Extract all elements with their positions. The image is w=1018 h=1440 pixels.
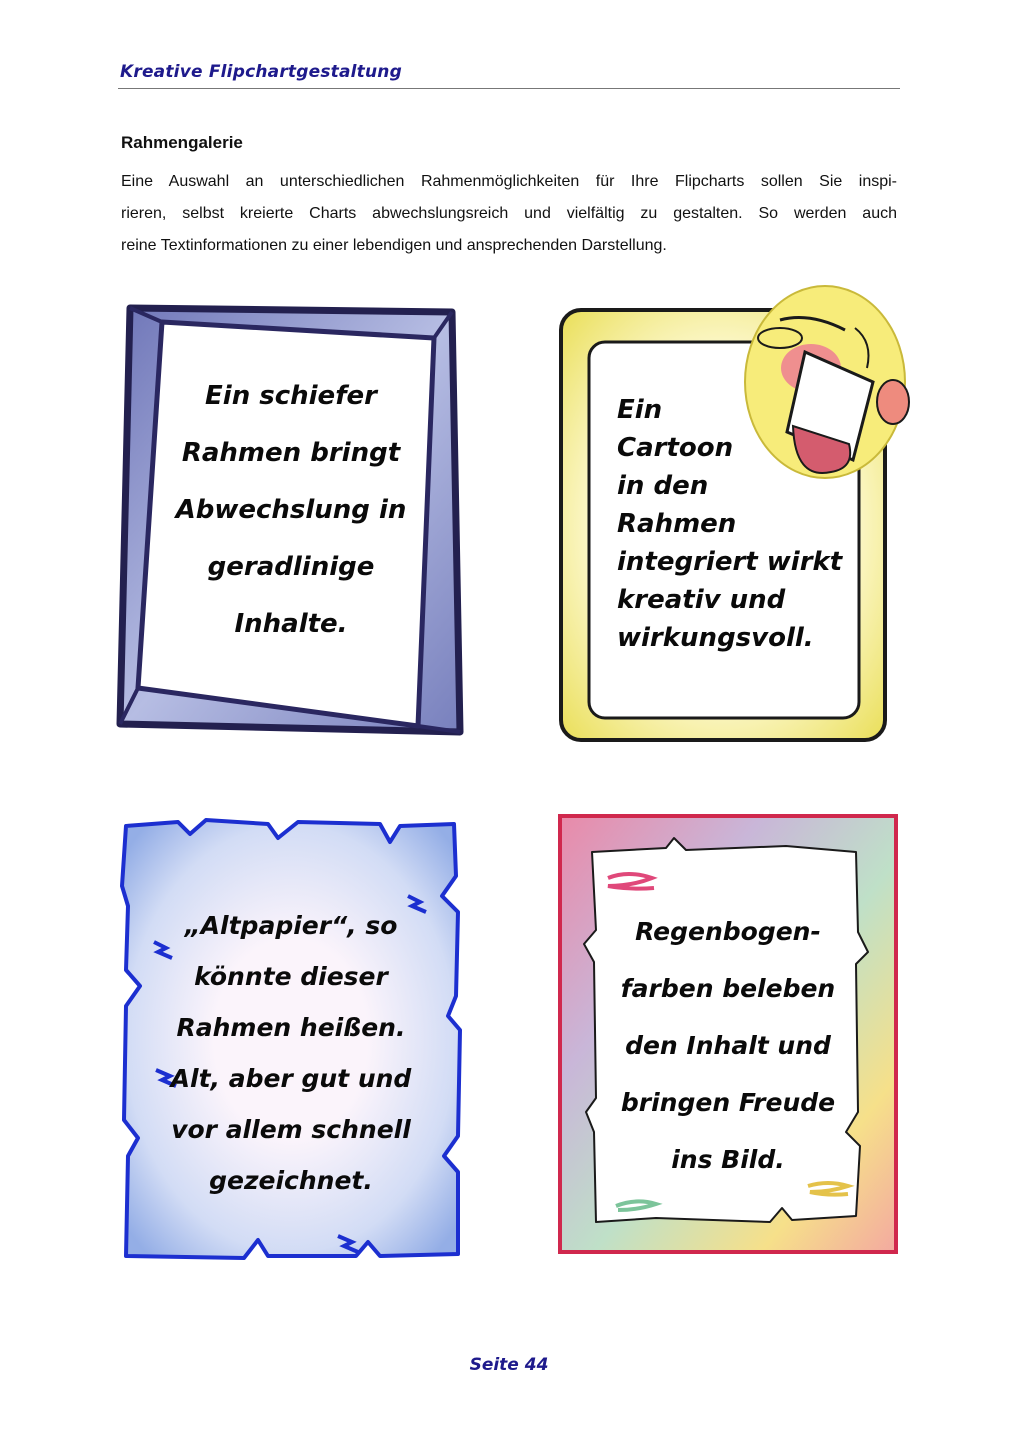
frame-caption [156, 370, 426, 650]
caption-line: Rahmen [617, 509, 737, 539]
intro-paragraph [121, 166, 897, 262]
caption-line: Ein schiefer [205, 380, 377, 411]
caption-line: Cartoon [617, 433, 734, 463]
caption-line: könnte dieser [194, 962, 388, 991]
caption-line: Alt, aber gut und [170, 1064, 412, 1093]
caption-line: farben beleben [620, 973, 836, 1003]
intro-line: Eine Auswahl an unterschiedlichen Rahmenmöglichkeiten für Ihre Flipcharts sollen Sie inspi- [121, 173, 897, 190]
caption-line: bringen Freude [620, 1087, 836, 1117]
frame-caption [617, 390, 843, 658]
frame-caption [148, 898, 434, 1208]
frame-cartoon [555, 282, 917, 752]
caption-line: vor allem schnell [171, 1115, 411, 1144]
intro-line: rieren, selbst kreierte Charts abwechslungsreich und vielfältig zu gestalten. So werden auch [121, 205, 897, 222]
caption-line: in den [617, 471, 709, 501]
header-divider [118, 88, 900, 89]
caption-line: integriert wirkt [617, 547, 843, 577]
caption-line: Inhalte. [234, 608, 348, 639]
frame-slanted [116, 300, 466, 740]
page-number: Seite 44 [469, 1355, 549, 1375]
caption-line: wirkungsvoll. [617, 623, 814, 653]
caption-line: ins Bild. [671, 1144, 785, 1174]
frame-torn-paper [118, 816, 464, 1262]
frame-caption [590, 900, 866, 1190]
running-header: Kreative Flipchartgestaltung [120, 62, 402, 82]
frame-rainbow [556, 812, 900, 1258]
caption-line: „Altpapier“, so [184, 911, 398, 940]
caption-line: Ein [617, 395, 663, 425]
caption-line: Rahmen heißen. [176, 1013, 406, 1042]
caption-line: gezeichnet. [209, 1166, 373, 1195]
caption-line: Rahmen bringt [181, 437, 401, 468]
caption-line: den Inhalt und [625, 1030, 831, 1060]
intro-line: reine Textinformationen zu einer lebendigen und ansprechenden Darstellung. [121, 237, 667, 254]
caption-line: kreativ und [617, 585, 786, 615]
section-heading: Rahmengalerie [121, 133, 243, 152]
caption-line: Abwechslung in [175, 494, 407, 525]
caption-line: geradlinige [207, 551, 375, 582]
caption-line: Regenbogen- [635, 916, 821, 946]
